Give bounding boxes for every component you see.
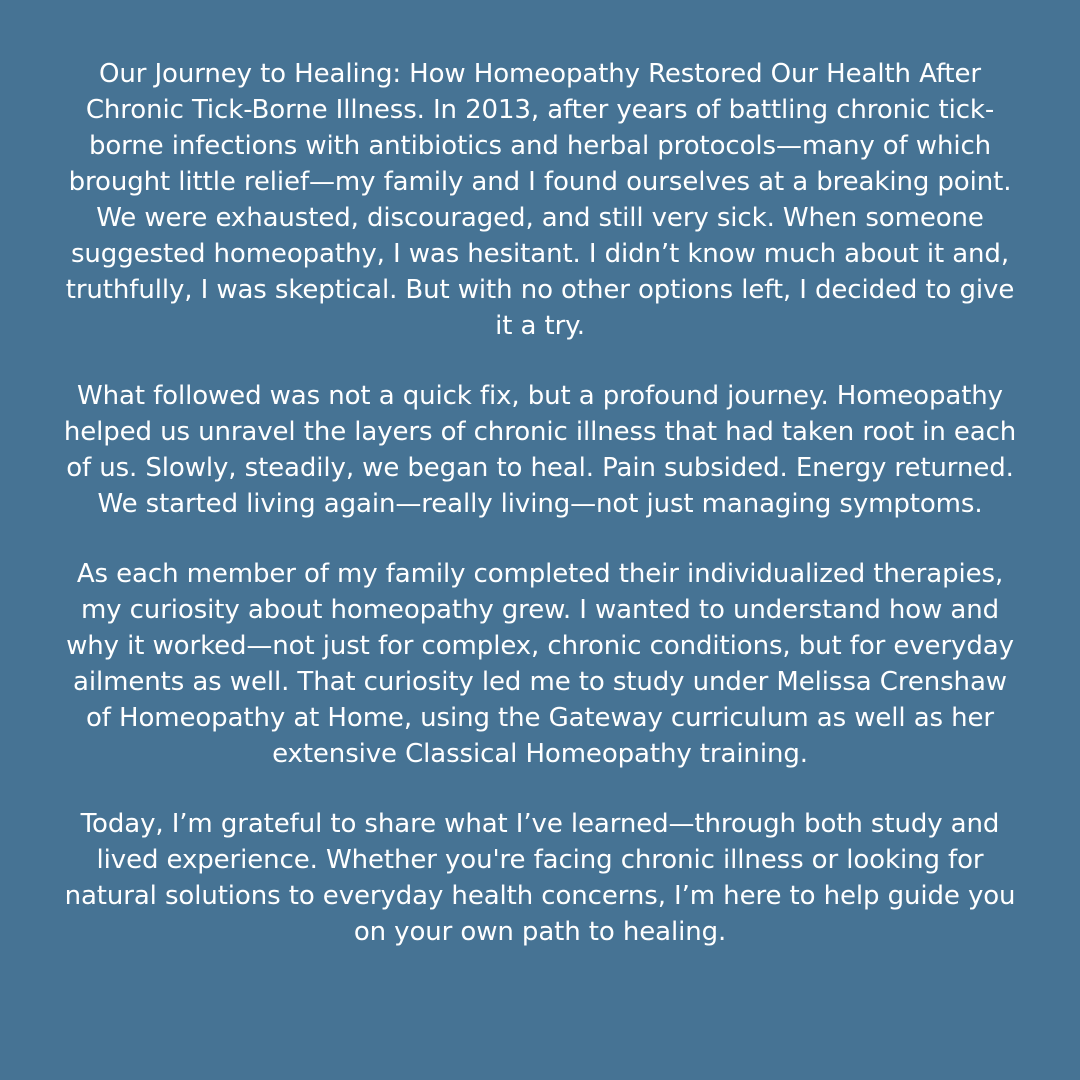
paragraph-journey: What followed was not a quick fix, but a profound journey. Homeopathy helped us unravel the layers of chronic illness that had taken root in each of us. Slowly, steadily, we began to heal. Pain subsided. Energy returned. We started living again—really living—not just managing symptoms. [63,381,1017,519]
paragraph-spacer [60,522,1020,556]
paragraph-intro: Our Journey to Healing: How Homeopathy Restored Our Health After Chronic Tick-Borne Illness. In 2013, after years of battling chronic tick-borne infections with antibiotics and herbal protocols—many of which brought little relief—my family and I found ourselves at a breaking point. We were exhausted, discouraged, and still very sick. When someone suggested homeopathy, I was hesitant. I didn’t know much about it and, truthfully, I was skeptical. But with no other options left, I decided to give it a try. [65,59,1015,341]
paragraph-spacer [60,344,1020,378]
paragraph-spacer [60,772,1020,806]
paragraph-study: As each member of my family completed their individualized therapies, my curiosity about homeopathy grew. I wanted to understand how and why it worked—not just for complex, chronic conditions, but for everyday ailments as well. That curiosity led me to study under Melissa Crenshaw of Homeopathy at Home, using the Gateway curriculum as well as her extensive Classical Homeopathy training. [66,559,1014,769]
story-text-block [60,56,1020,950]
paragraph-closing: Today, I’m grateful to share what I’ve learned—through both study and lived experience. Whether you're facing chronic illness or looking for natural solutions to everyday health concerns, I’m here to help guide you on your own path to healing. [64,809,1016,947]
